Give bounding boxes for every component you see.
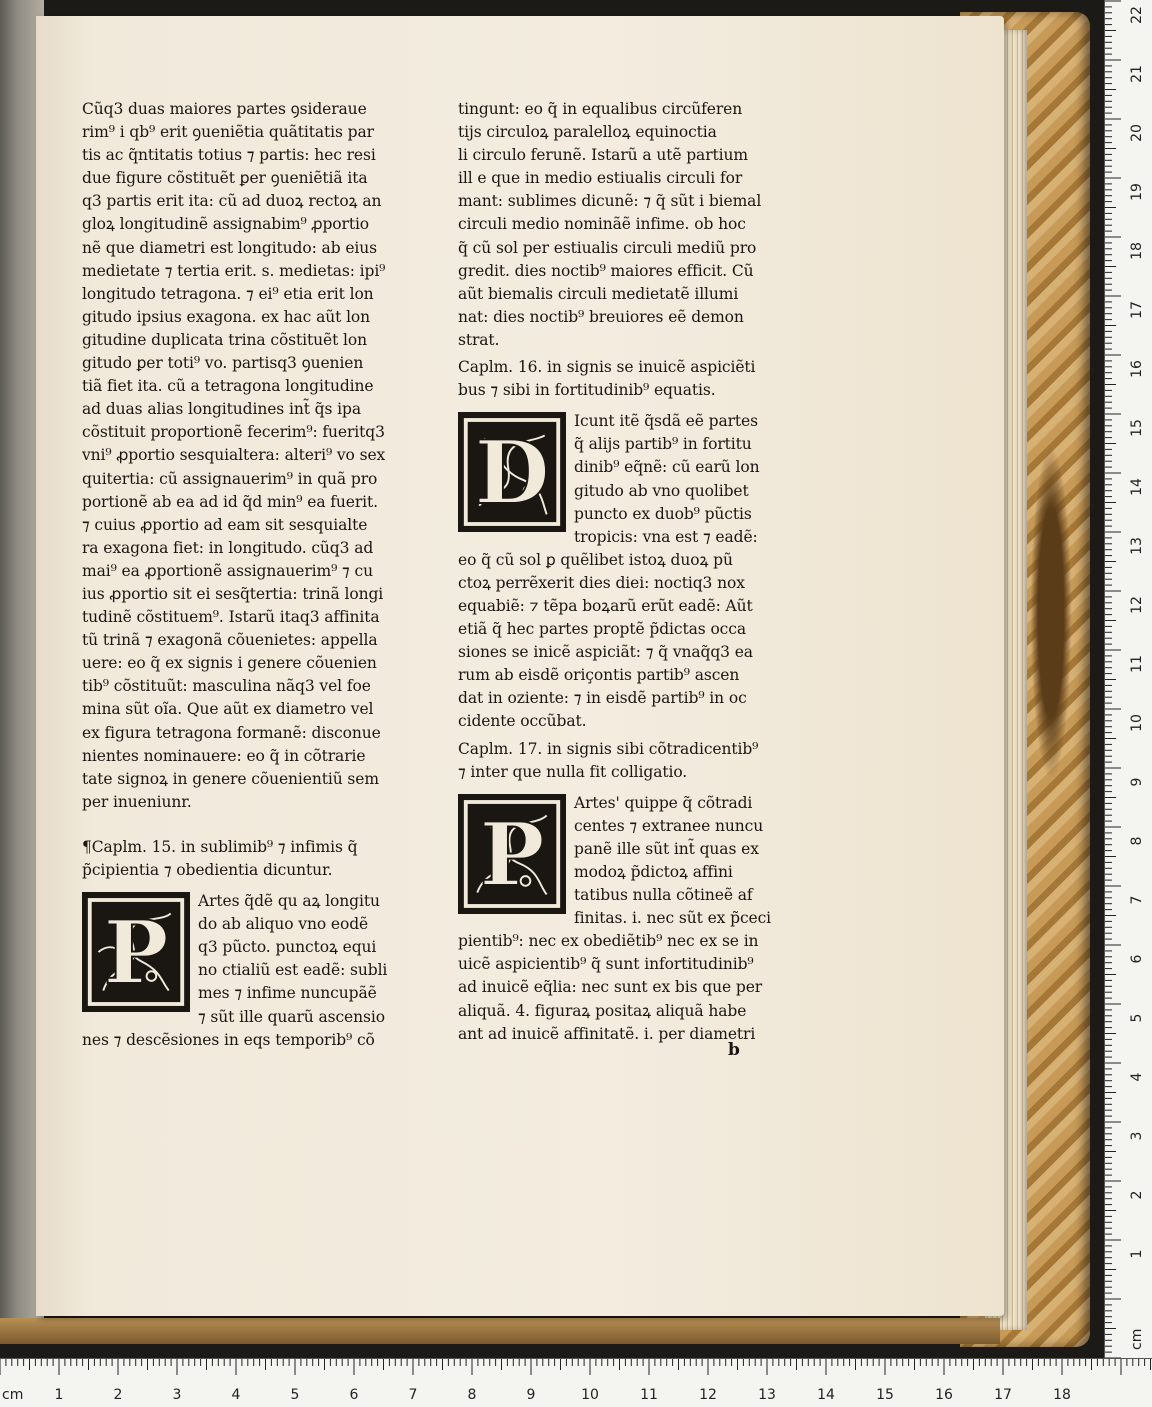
ruler-label: 14 (1129, 478, 1145, 496)
drop-cap-initial (458, 794, 566, 914)
left-text-column (82, 98, 427, 1052)
text-line: aliquã. 4. figuraꝝ positaꝝ aliquã habe (458, 1001, 747, 1020)
text-line: li circulo ferunẽ. Istarũ a utẽ partium (458, 146, 748, 165)
ruler-label: 8 (1129, 836, 1145, 846)
ornate-initial-p-icon (84, 894, 188, 1010)
text-line: gitudo ab vno quolibet (574, 481, 749, 500)
text-line: etiã q̃ hec partes proptẽ p̃dictas occa (458, 620, 746, 639)
text-line: q3 partis erit ita: cũ ad duoꝝ rectoꝝ an (82, 192, 382, 211)
text-line: puncto ex duob⁹ pũctis (574, 504, 752, 523)
drop-cap-text (574, 792, 803, 931)
text-line: dat in oziente: ⁊ in eisdẽ partib⁹ in oc (458, 689, 747, 708)
text-line: Icunt itẽ q̃sdã eẽ partes (574, 412, 758, 431)
ruler-label: 16 (1129, 360, 1145, 378)
ruler-unit-label: cm (1129, 1328, 1145, 1350)
ruler-label: 18 (1053, 1387, 1071, 1403)
text-line: gitudo ꝑer toti⁹ vo. partisq3 ꝯuenien (82, 354, 364, 373)
text-line: tatibus nulla cõtineẽ af (574, 886, 753, 905)
text-line: finitas. i. nec sũt ex p̃ceci (574, 909, 772, 928)
text-line: ex figura tetragona formanẽ: disconue (82, 723, 381, 742)
ruler-label: 13 (758, 1387, 776, 1403)
ruler-label: 12 (699, 1387, 717, 1403)
ruler-label: 1 (1129, 1249, 1145, 1259)
text-line: ctoꝝ perrẽxerit dies diei: noctiq3 nox (458, 573, 745, 592)
heading-line: Caplm. 16. in signis se inuicẽ aspiciẽti (458, 358, 756, 377)
text-line: no ctialiũ est eadẽ: subli (198, 961, 388, 980)
ruler-label: 7 (408, 1387, 418, 1403)
heading-line: ¶Caplm. 15. in sublimib⁹ ⁊ infimis q̃ (82, 837, 358, 856)
text-line: centes ⁊ extranee nuncu (574, 816, 764, 835)
text-line: ius ꝓportio sit ei sesq̃tertia: trinã longi (82, 584, 384, 603)
text-line: q̃ alijs partib⁹ in fortitu (574, 435, 752, 454)
left-paragraph (82, 98, 427, 814)
text-line: nẽ que diametri est longitudo: ab eius (82, 238, 378, 257)
ruler-label: 7 (1129, 895, 1145, 905)
text-line: q̃ cũ sol per estiualis circuli mediũ pro (458, 238, 757, 257)
text-line: panẽ ille sũt int̃ quas ex (574, 839, 759, 858)
ruler-label: 5 (290, 1387, 300, 1403)
text-line: nientes nominauere: eo q̃ in cõtrarie (82, 746, 366, 765)
text-line: ⁊ cuius ꝓportio ad eam sit sesquialte (82, 515, 368, 534)
ruler-label: 4 (1129, 1072, 1145, 1082)
ruler-label: 21 (1129, 65, 1145, 83)
text-line: siones se inicẽ aspiciãt: ⁊ q̃ vnaq̃q3 ea (458, 643, 753, 662)
text-line: nat: dies noctib⁹ breuiores eẽ demon (458, 307, 744, 326)
ruler-label: 17 (1129, 301, 1145, 319)
text-line: mes ⁊ infime nuncupãẽ (198, 984, 377, 1003)
text-line: mant: sublimes dicunẽ: ⁊ q̃ sũt i biemal (458, 192, 762, 211)
drop-letter-left: P (103, 902, 169, 1004)
ruler-label: 11 (1129, 655, 1145, 673)
text-line: gloꝝ longitudinẽ assignabim⁹ ꝓportio (82, 215, 370, 234)
heading-line: Caplm. 17. in signis sibi cõtradicentib⁹ (458, 739, 759, 758)
drop-cap-initial (82, 892, 190, 1012)
drop-letter-right-1: D (474, 423, 550, 525)
heading-line: bus ⁊ sibi in fortitudinib⁹ equatis. (458, 381, 716, 400)
text-line: q3 pũcto. punctoꝝ equi (198, 938, 377, 957)
text-line: pientib⁹: nec ex obediẽtib⁹ nec ex se in (458, 932, 759, 951)
ruler-label: 4 (231, 1387, 241, 1403)
signature-mark: b (728, 1040, 740, 1060)
text-line: Artes q̃dẽ qu aꝝ longitu (198, 892, 380, 911)
ruler-label: 17 (994, 1387, 1012, 1403)
ornate-initial-d-icon (460, 414, 564, 530)
text-line: longitudo tetragona. ⁊ ei⁹ etia erit lon (82, 284, 374, 303)
text-line: tũ trinã ⁊ exagonã cõuenietes: appella (82, 631, 378, 650)
text-line: mina sũt oĩa. Que aũt ex diametro vel (82, 700, 374, 719)
text-line: tropicis: vna est ⁊ eadẽ: (574, 527, 758, 546)
ruler-label: 10 (581, 1387, 599, 1403)
text-line: dinib⁹ eq̃nẽ: cũ earũ lon (574, 458, 760, 477)
horizontal-ruler-scale (0, 1359, 1152, 1407)
text-line: uere: eo q̃ ex signis i genere cõuenien (82, 654, 377, 673)
text-line: ad inuicẽ eq̃lia: nec sunt ex bis que per (458, 978, 763, 997)
text-line: tingunt: eo q̃ in equalibus circũferen (458, 100, 743, 118)
right-drop-cap-block-2 (458, 792, 803, 931)
ornate-initial-p-icon (460, 796, 564, 912)
right-text-column (458, 98, 803, 1046)
right-continuation (458, 930, 803, 1045)
chapter-heading-17 (458, 738, 803, 784)
ruler-label: 22 (1129, 6, 1145, 24)
text-line: modoꝝ p̃dictoꝝ affini (574, 863, 733, 881)
text-line: rim⁹ i qb⁹ erit ꝯueniẽtia quãtitatis par (82, 123, 374, 142)
text-line: tudinẽ cõstituem⁹. Istarũ itaq3 affinita (82, 608, 380, 627)
text-line: ill e que in medio estiualis circuli for (458, 169, 743, 188)
text-line: due figure cõstituẽt ꝑer ꝯueniẽtiã ita (82, 169, 368, 188)
text-line: vni⁹ ꝓportio sesquialtera: alteri⁹ vo sex (82, 446, 386, 465)
text-line: ⁊ sũt ille quarũ ascensio (198, 1007, 385, 1026)
text-line: ra exagona fiet: in longitudo. cũq3 ad (82, 538, 374, 557)
ruler-label: 5 (1129, 1013, 1145, 1023)
drop-cap-text (574, 410, 803, 549)
heading-line: p̃cipientia ⁊ obedientia dicuntur. (82, 861, 333, 879)
ruler-label: 18 (1129, 242, 1145, 260)
text-line: gredit. dies noctib⁹ maiores efficit. Cũ (458, 261, 754, 280)
text-line: cõstituit proportionẽ fecerim⁹: fueritq3 (82, 423, 385, 442)
bottom-cover-board (0, 1318, 1000, 1344)
ruler-label: 1 (54, 1387, 64, 1403)
drop-letter-right-2: P (479, 804, 545, 906)
ruler-label: 9 (526, 1387, 536, 1403)
ruler-label: 8 (467, 1387, 477, 1403)
ruler-label: 11 (640, 1387, 658, 1403)
text-line: gitudine duplicata trina cõstituẽt lon (82, 330, 368, 349)
text-line: rum ab eisdẽ oriçontis partib⁹ ascen (458, 666, 740, 685)
horizontal-ruler (0, 1358, 1152, 1407)
text-line: nes ⁊ descẽsiones in eqs temporib⁹ cõ (82, 1030, 375, 1049)
text-line: tiã fiet ita. cũ a tetragona longitudine (82, 377, 374, 396)
ruler-label: 12 (1129, 596, 1145, 614)
text-line: quitertia: cũ assignauerim⁹ in quã pro (82, 469, 378, 488)
right-middle-paragraph (458, 549, 803, 734)
text-line: Artes' quippe q̃ cõtradi (574, 793, 753, 812)
vertical-ruler (1104, 0, 1152, 1358)
drop-cap-text (198, 890, 427, 1029)
ruler-label: 15 (1129, 419, 1145, 437)
ruler-label: 2 (1129, 1190, 1145, 1200)
ruler-label: 14 (817, 1387, 835, 1403)
text-line: ad duas alias longitudines int̃ q̃s ipa (82, 400, 361, 419)
text-line: strat. (458, 330, 500, 349)
text-line: tijs circuloꝝ paralelloꝝ equinoctia (458, 123, 717, 142)
ruler-label: 3 (1129, 1131, 1145, 1141)
right-paragraph (458, 98, 803, 352)
text-line: tate signoꝝ in genere cõuenientiũ sem (82, 769, 379, 788)
vertical-ruler-scale (1105, 0, 1152, 1358)
ruler-label: 10 (1129, 714, 1145, 732)
text-line: eo q̃ cũ sol ꝑ quẽlibet istoꝝ duoꝝ pũ (458, 550, 733, 569)
text-line: aũt biemalis circuli medietatẽ illumi (458, 284, 739, 303)
text-line: gitudo ipsius exagona. ex hac aũt lon (82, 307, 371, 326)
ruler-label: 19 (1129, 183, 1145, 201)
text-line: cidente occũbat. (458, 712, 587, 731)
ruler-label: 16 (935, 1387, 953, 1403)
ruler-label: 3 (172, 1387, 182, 1403)
text-line: equabiẽ: ⁊ tẽpa boꝝarũ erũt eadẽ: Aũt (458, 596, 753, 615)
heading-line: ⁊ inter que nulla fit colligatio. (458, 762, 688, 781)
ruler-label: 15 (876, 1387, 894, 1403)
text-line: tib⁹ cõstituũt: masculina nãq3 vel foe (82, 677, 371, 696)
chapter-heading-15 (82, 836, 427, 882)
text-line: Cũq3 duas maiores partes ꝯsideraue (82, 100, 367, 118)
text-line: per inueniunr. (82, 792, 192, 811)
drop-cap-initial (458, 412, 566, 532)
text-line: mai⁹ ea ꝓportionẽ assignauerim⁹ ⁊ cu (82, 561, 373, 580)
left-continuation (82, 1029, 427, 1052)
text-line: do ab aliquo vno eodẽ (198, 915, 369, 934)
chapter-heading-16 (458, 356, 803, 402)
ruler-unit-label: cm (2, 1387, 24, 1403)
ruler-label: 13 (1129, 537, 1145, 555)
left-drop-cap-block (82, 890, 427, 1029)
text-line: medietate ⁊ tertia erit. s. medietas: ipi⁹ (82, 261, 386, 280)
text-line: tis ac q̃ntitatis totius ⁊ partis: hec resi (82, 146, 376, 165)
ruler-label: 20 (1129, 124, 1145, 142)
text-line: portionẽ ab ea ad id q̃d min⁹ ea fuerit. (82, 492, 378, 511)
text-line: ant ad inuicẽ affinitatẽ. i. per diametri (458, 1024, 756, 1043)
text-line: uicẽ aspicientib⁹ q̃ sunt infortitudinib⁹ (458, 955, 754, 974)
right-drop-cap-block-1 (458, 410, 803, 549)
ruler-label: 6 (1129, 954, 1145, 964)
ruler-label: 2 (113, 1387, 123, 1403)
text-line: circuli medio nominãẽ infime. ob hoc (458, 215, 746, 234)
ruler-label: 6 (349, 1387, 359, 1403)
ruler-label: 9 (1129, 777, 1145, 787)
